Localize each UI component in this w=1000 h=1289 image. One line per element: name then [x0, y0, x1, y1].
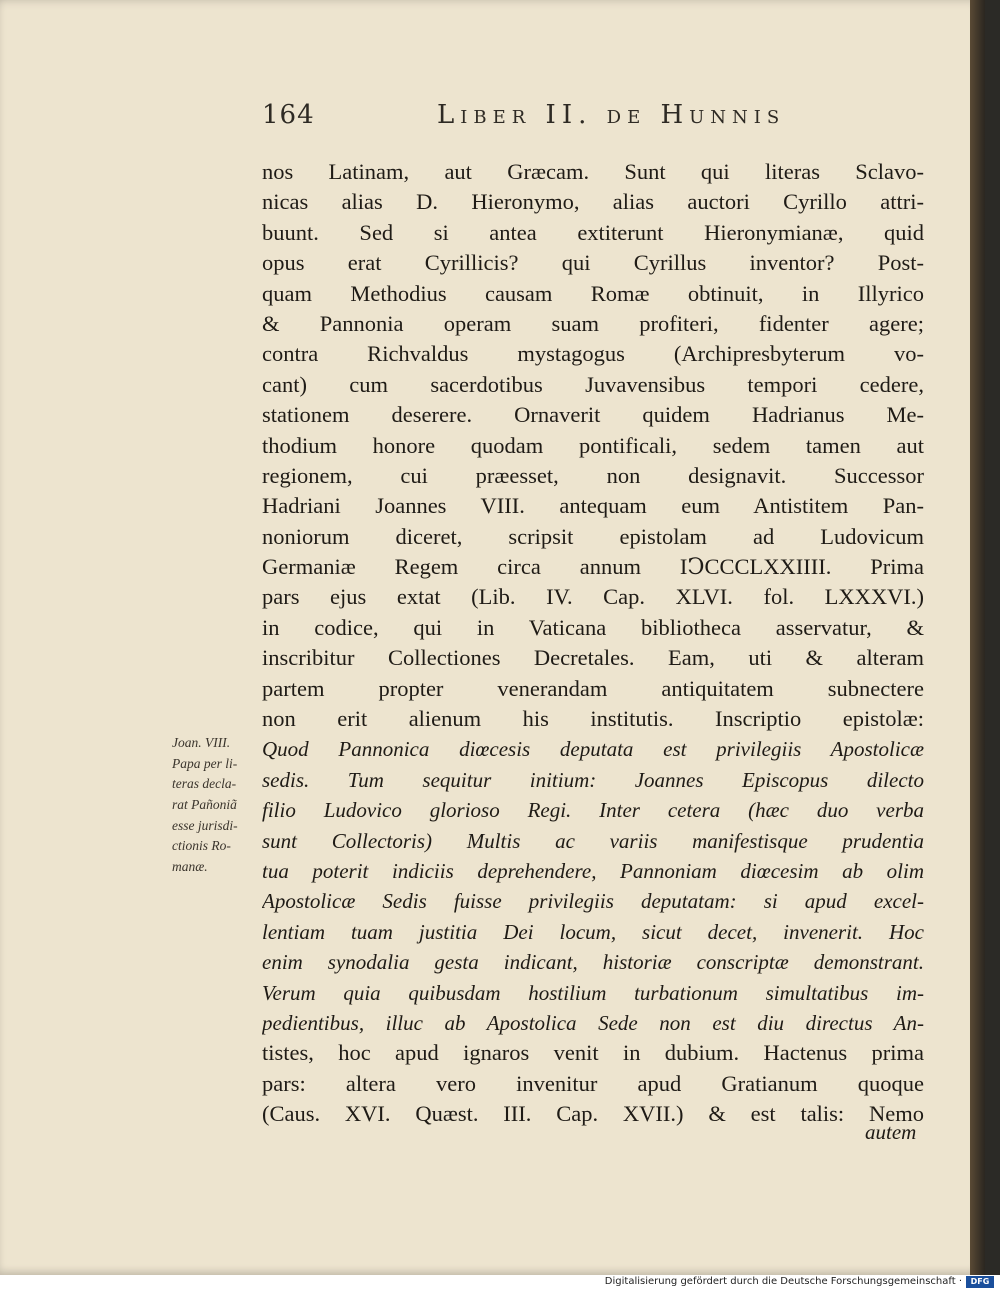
text-line: enim synodalia gesta indicant, historiæ conscriptæ demonstrant. — [262, 950, 924, 975]
text-line: noniorum diceret, scripsit epistolam ad Ludovicum — [262, 523, 924, 549]
text-line: tua poterit indiciis deprehendere, Pannoniam diœcesim ab olim — [262, 858, 924, 883]
text-line: Apostolicæ Sedis fuisse privilegiis deputatam: si apud excel- — [262, 889, 924, 914]
running-title: Liber II. de Hunnis — [437, 100, 786, 130]
funding-notice: Digitalisierung gefördert durch die Deutsche Forschungsgemeinschaft · — [604, 1276, 962, 1287]
text-line: opus erat Cyrillicis? qui Cyrillus inventor? Post- — [262, 250, 924, 276]
marginal-note-line: manæ. — [172, 859, 208, 875]
text-line: Quod Pannonica diœcesis deputata est privilegiis Apostolicæ — [262, 737, 924, 762]
text-line: buunt. Sed si antea extiterunt Hieronymianæ, quid — [262, 219, 924, 245]
text-line: stationem deserere. Ornaverit quidem Hadrianus Me- — [262, 402, 924, 428]
text-line: quam Methodius causam Romæ obtinuit, in Illyrico — [262, 280, 924, 306]
text-line: filio Ludovico glorioso Regi. Inter cetera (hæc duo verba — [262, 798, 924, 823]
dfg-logo: DFG — [966, 1276, 994, 1288]
text-line: nicas alias D. Hieronymo, alias auctori Cyrillo attri- — [262, 189, 924, 215]
text-line: Verum quia quibusdam hostilium turbationum simultatibus im- — [262, 980, 924, 1005]
book-spine-edge — [970, 0, 985, 1275]
text-line: contra Richvaldus mystagogus (Archipresbyterum vo- — [262, 341, 924, 367]
text-line: non erit alienum his institutis. Inscriptio epistolæ: — [262, 706, 924, 732]
text-line: nos Latinam, aut Græcam. Sunt qui literas Sclavo- — [262, 159, 924, 184]
text-line: thodium honore quodam pontificali, sedem tamen aut — [262, 432, 924, 458]
marginal-note-line: esse jurisdi- — [172, 817, 238, 833]
text-line: pedientibus, illuc ab Apostolica Sede non est diu directus An- — [262, 1010, 924, 1035]
marginal-note-line: teras decla- — [172, 776, 237, 792]
body-text — [262, 157, 924, 1130]
text-line: lentiam tuam justitia Dei locum, sicut decet, invenerit. Hoc — [262, 919, 924, 944]
text-line: & Pannonia operam suam profiteri, fidenter agere; — [262, 310, 924, 336]
text-line: regionem, cui præesset, non designavit. Successor — [262, 462, 924, 488]
text-line: (Caus. XVI. Quæst. III. Cap. XVII.) & est talis: Nemo — [262, 1101, 924, 1127]
marginal-note-line: Joan. VIII. — [172, 735, 231, 750]
text-line: sunt Collectoris) Multis ac variis manifestisque prudentia — [262, 828, 924, 853]
text-line: Germaniæ Regem circa annum IↃCCCLXXIIII. Prima — [262, 554, 924, 580]
text-line: tistes, hoc apud ignaros venit in dubium. Hactenus prima — [262, 1040, 924, 1066]
marginal-note-line: ctionis Ro- — [172, 838, 231, 854]
text-line: inscribitur Collectiones Decretales. Eam, uti & alteram — [262, 645, 924, 671]
page-number: 164 — [262, 100, 315, 130]
text-line: pars: altera vero invenitur apud Gratianum quoque — [262, 1070, 924, 1096]
catchword: autem — [865, 1120, 917, 1144]
text-line: partem propter venerandam antiquitatem subnectere — [262, 675, 924, 701]
marginal-note — [172, 733, 272, 878]
text-line: in codice, qui in Vaticana bibliotheca asservatur, & — [262, 614, 924, 640]
marginal-note-line: Papa per li- — [172, 755, 238, 771]
text-line: pars ejus extat (Lib. IV. Cap. XLVI. fol. LXXXVI.) — [262, 584, 924, 610]
page-header — [262, 100, 982, 140]
text-line: sedis. Tum sequitur initium: Joannes Episcopus dilecto — [262, 767, 924, 792]
text-line: cant) cum sacerdotibus Juvavensibus tempori cedere, — [262, 371, 924, 397]
text-line: Hadriani Joannes VIII. antequam eum Antistitem Pan- — [262, 493, 924, 519]
footer-bar — [0, 1275, 1000, 1289]
marginal-note-line: rat Pañoniã — [172, 797, 237, 813]
